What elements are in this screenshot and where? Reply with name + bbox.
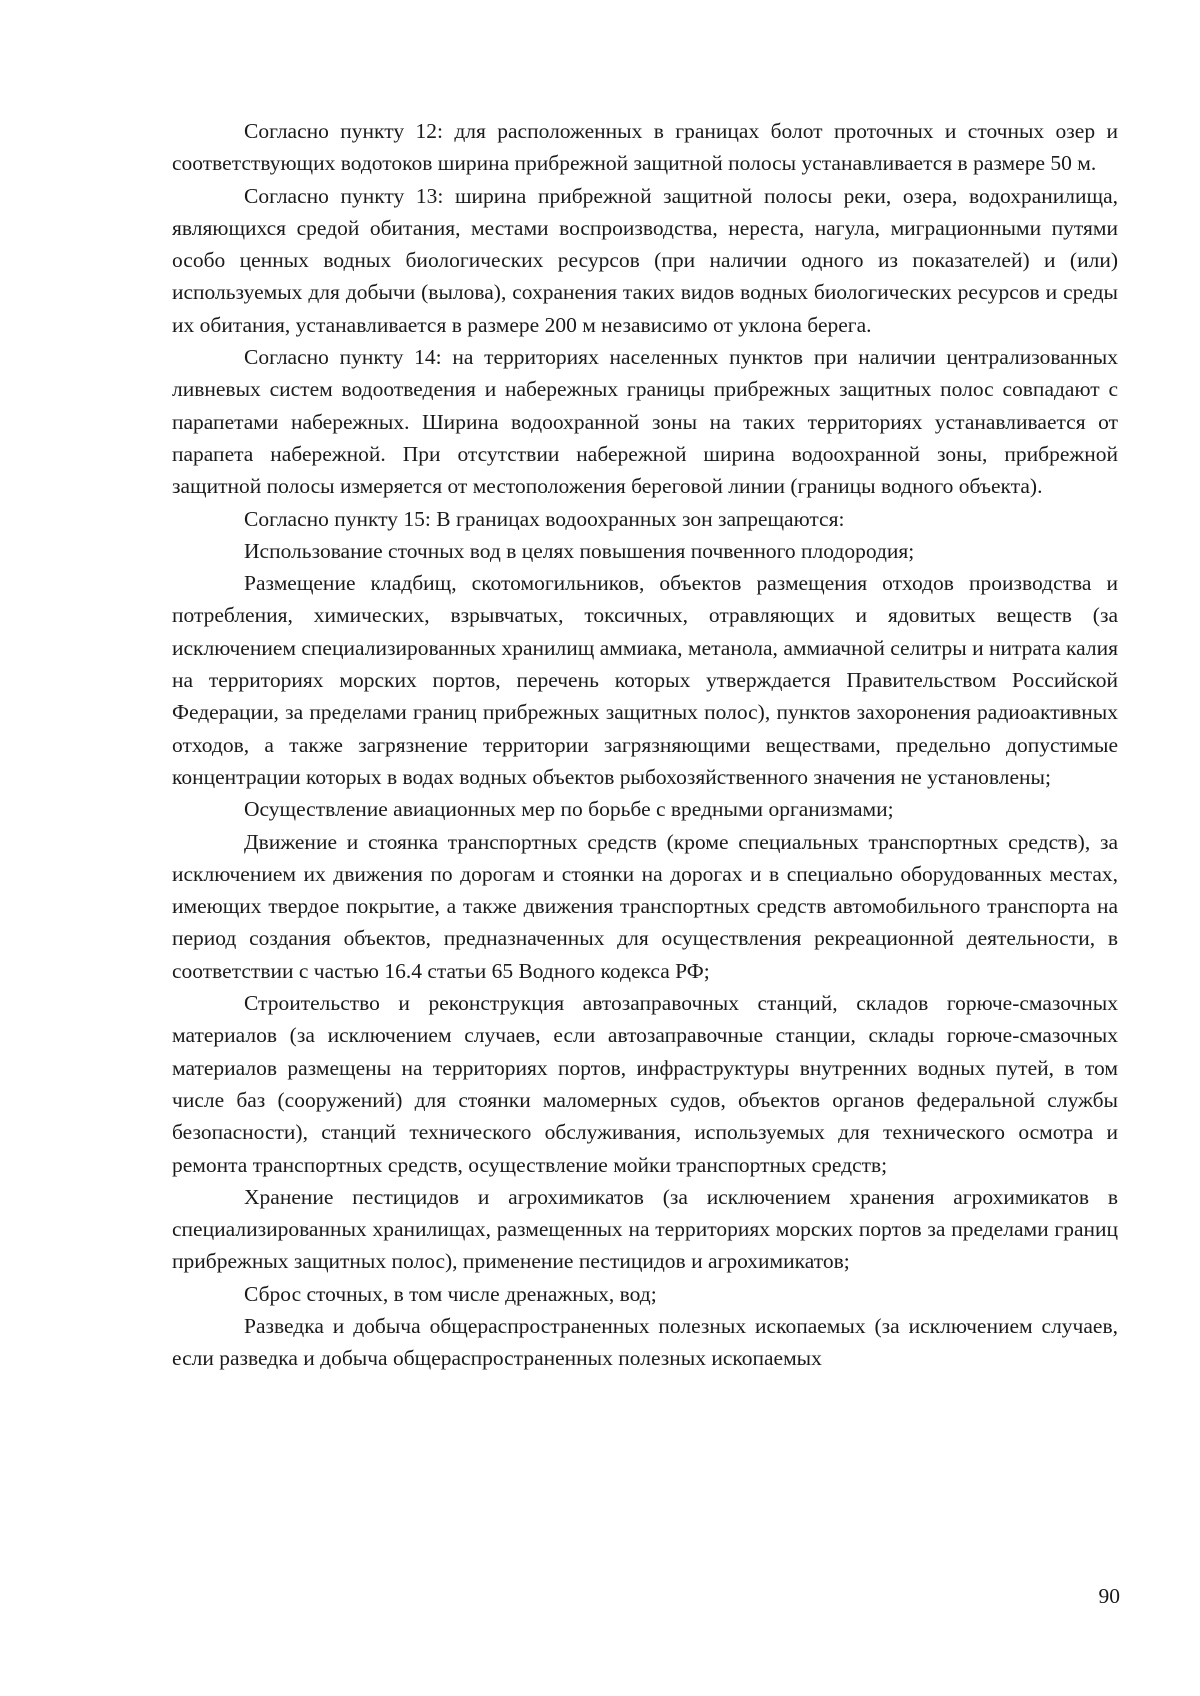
page-number: 90 xyxy=(1098,1584,1120,1608)
list-item-aviation: Осуществление авиационных мер по борьбе с вредными организмами; xyxy=(244,797,894,822)
list-item-wastewater: Использование сточных вод в целях повышения почвенного плодородия; xyxy=(244,538,915,563)
list-item-vehicles: Движение и стоянка транспортных средств (кроме специальных транспортных средств), за исключением их движения по дорогам и стоянки на дорогах и в специально оборудованных местах, имеющих твердое покрытие, а также движения транспортных средств автомобильного транспорта на период создания объектов, предназначенных для осуществления рекреационной деятельности, в соответствии с частью 16.4 статьи 65 Водного кодекса РФ; xyxy=(172,829,1118,983)
document-body xyxy=(172,115,1118,1375)
paragraph-item-13: Согласно пункту 13: ширина прибрежной защитной полосы реки, озера, водохранилища, являющихся средой обитания, местами воспроизводства, нереста, нагула, миграционными путями особо ценных водных биологических ресурсов (при наличии одного из показателей) и (или) используемых для добычи (вылова), сохранения таких видов водных биологических ресурсов и среды их обитания, устанавливается в размере 200 м независимо от уклона берега. xyxy=(172,183,1118,337)
list-item-waste-placement: Размещение кладбищ, скотомогильников, объектов размещения отходов производства и потребления, химических, взрывчатых, токсичных, отравляющих и ядовитых веществ (за исключением специализированных хранилищ аммиака, метанола, аммиачной селитры и нитрата калия на территориях морских портов, перечень которых утверждается Правительством Российской Федерации, за пределами границ прибрежных защитных полос), пунктов захоронения радиоактивных отходов, а также загрязнение территории загрязняющими веществами, предельно допустимые концентрации которых в водах водных объектов рыбохозяйственного значения не установлены; xyxy=(172,571,1118,789)
paragraph-item-15-intro: Согласно пункту 15: В границах водоохранных зон запрещаются: xyxy=(244,506,845,531)
list-item-fuel-stations: Строительство и реконструкция автозаправочных станций, складов горюче-смазочных материалов (за исключением случаев, если автозаправочные станции, склады горюче-смазочных материалов размещены на территориях портов, инфраструктуры внутренних водных путей, в том числе баз (сооружений) для стоянки маломерных судов, объектов органов федеральной службы безопасности), станций технического обслуживания, используемых для технического осмотра и ремонта транспортных средств, осуществление мойки транспортных средств; xyxy=(172,991,1118,1177)
list-item-discharge: Сброс сточных, в том числе дренажных, вод; xyxy=(244,1281,657,1306)
list-item-mining: Разведка и добыча общераспространенных полезных ископаемых (за исключением случаев, если разведка и добыча общераспространенных полезных ископаемых xyxy=(172,1313,1118,1371)
list-item-pesticides: Хранение пестицидов и агрохимикатов (за исключением хранения агрохимикатов в специализированных хранилищах, размещенных на территориях морских портов за пределами границ прибрежных защитных полос), применение пестицидов и агрохимикатов; xyxy=(172,1184,1118,1274)
paragraph-item-12: Согласно пункту 12: для расположенных в границах болот проточных и сточных озер и соответствующих водотоков ширина прибрежной защитной полосы устанавливается в размере 50 м. xyxy=(172,119,1118,176)
paragraph-item-14: Согласно пункту 14: на территориях населенных пунктов при наличии централизованных ливневых систем водоотведения и набережных границы прибрежных защитных полос совпадают с парапетами набережных. Ширина водоохранной зоны на таких территориях устанавливается от парапета набережной. При отсутствии набережной ширина водоохранной зоны, прибрежной защитной полосы измеряется от местоположения береговой линии (границы водного объекта). xyxy=(172,345,1118,499)
